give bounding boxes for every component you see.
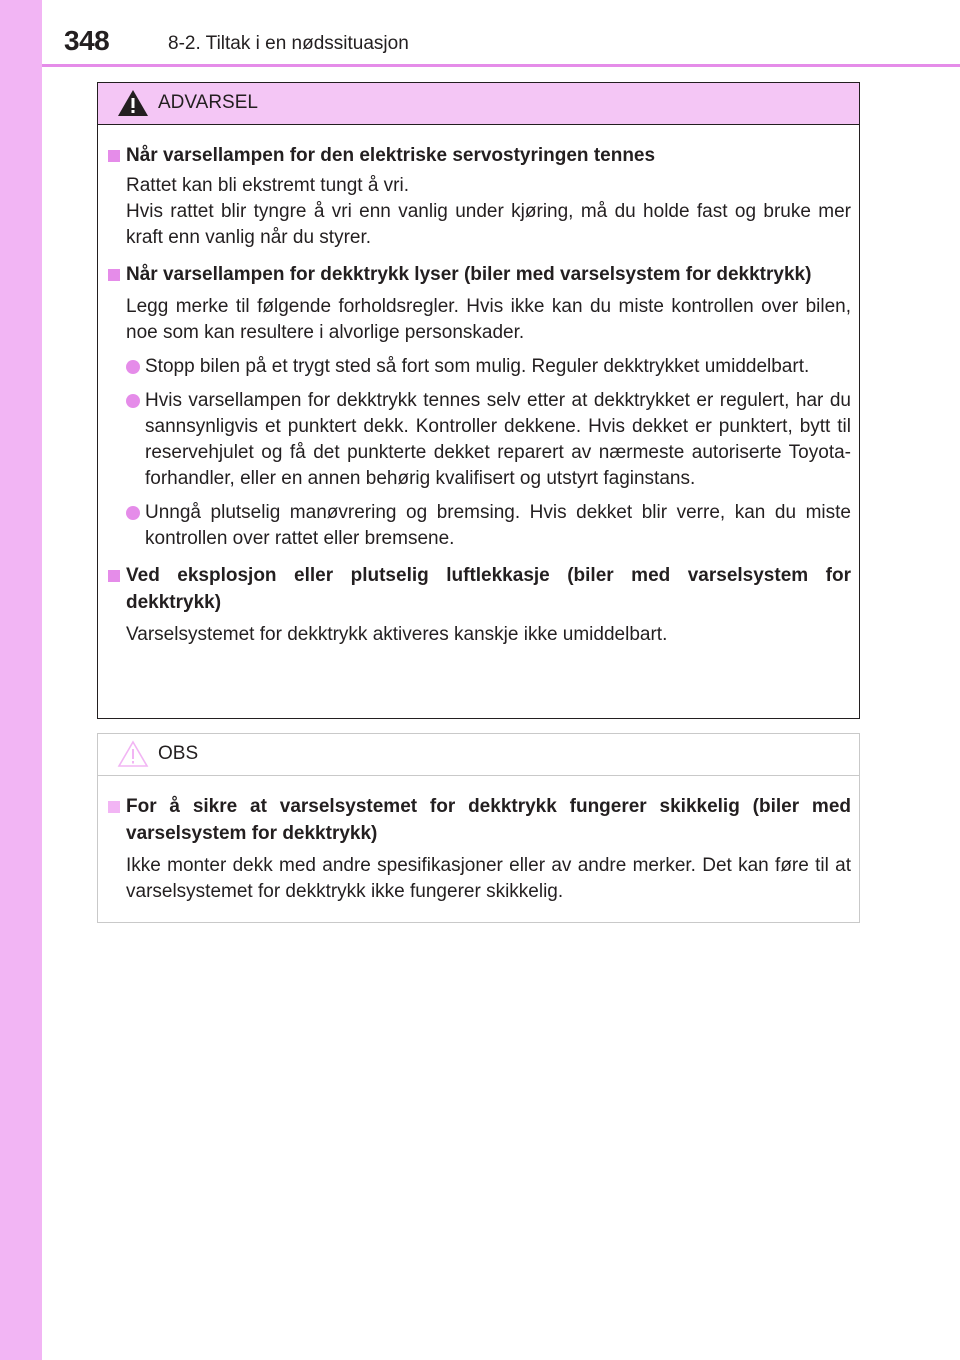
paragraph-line: Rattet kan bli ekstremt tungt å vri. <box>126 175 410 196</box>
side-tab-strip <box>0 0 42 1360</box>
header-rule <box>42 64 960 67</box>
notice-box <box>97 733 860 923</box>
caution-triangle-outline-icon <box>116 739 150 769</box>
page-header <box>0 0 960 70</box>
notice-label: OBS <box>158 743 199 764</box>
list-item <box>106 500 851 552</box>
bullet-text: Hvis varsellampen for dekktrykk tennes selv etter at dekktrykket er regulert, har du sannsynligvis et punktert dekk. Kontroller dekkene. Hvis dekket er punktert, bytt til reservehjulet og få det punkterte dekket reparert av nærmeste autoriserte Toyota-forhandler, eller en annen behørig kvalifisert og utstyrt faginstans. <box>145 390 851 489</box>
bullet-text: Stopp bilen på et trygt sted så fort som mulig. Reguler dekktrykket umiddelbart. <box>145 356 810 377</box>
warning-item-title: Når varsellampen for den elektriske servostyringen tennes <box>126 145 656 166</box>
warning-item-title: Ved eksplosjon eller plutselig luftlekkasje (biler med varselsystem for dekktrykk) <box>126 565 851 613</box>
square-bullet-icon <box>108 150 120 162</box>
notice-item-text: Ikke monter dekk med andre spesifikasjoner eller av andre merker. Det kan føre til at varselsystemet for dekktrykk ikke fungerer skikkelig. <box>126 855 851 902</box>
notice-box-header <box>98 734 859 776</box>
round-bullet-icon <box>126 394 140 408</box>
paragraph-line: Hvis rattet blir tyngre å vri enn vanlig under kjøring, må du holde fast og bruke mer kraft enn vanlig når du styrer. <box>126 201 851 248</box>
page-number: 348 <box>64 25 110 56</box>
warning-item <box>106 142 851 251</box>
notice-item-title: For å sikre at varselsystemet for dekktrykk fungerer skikkelig (biler med varselsystem for dekktrykk) <box>126 796 851 844</box>
bullet-text: Unngå plutselig manøvrering og bremsing. Hvis dekket blir verre, kan du miste kontrollen over rattet eller bremsene. <box>145 502 851 549</box>
round-bullet-icon <box>126 506 140 520</box>
warning-item-text: Legg merke til følgende forholdsregler. Hvis ikke kan du miste kontrollen over bilen, noe som kan resultere i alvorlige personskader. <box>126 296 851 343</box>
notice-item <box>106 793 851 905</box>
warning-item <box>106 562 851 648</box>
square-bullet-icon <box>108 269 120 281</box>
square-bullet-icon <box>108 570 120 582</box>
section-title: 8-2. Tiltak i en nødssituasjon <box>168 33 409 54</box>
square-bullet-icon <box>108 801 120 813</box>
warning-box-body <box>98 125 859 648</box>
list-item <box>106 354 851 380</box>
notice-box-body <box>98 776 859 905</box>
round-bullet-icon <box>126 360 140 374</box>
warning-item-title: Når varsellampen for dekktrykk lyser (biler med varselsystem for dekktrykk) <box>126 264 812 285</box>
warning-label: ADVARSEL <box>158 92 258 113</box>
list-item <box>106 388 851 492</box>
warning-item-text: Varselsystemet for dekktrykk aktiveres kanskje ikke umiddelbart. <box>126 624 668 645</box>
warning-item <box>106 261 851 552</box>
warning-box-header <box>98 83 859 125</box>
warning-item-text <box>106 173 851 251</box>
warning-triangle-filled-icon <box>116 88 150 118</box>
warning-box <box>97 82 860 719</box>
